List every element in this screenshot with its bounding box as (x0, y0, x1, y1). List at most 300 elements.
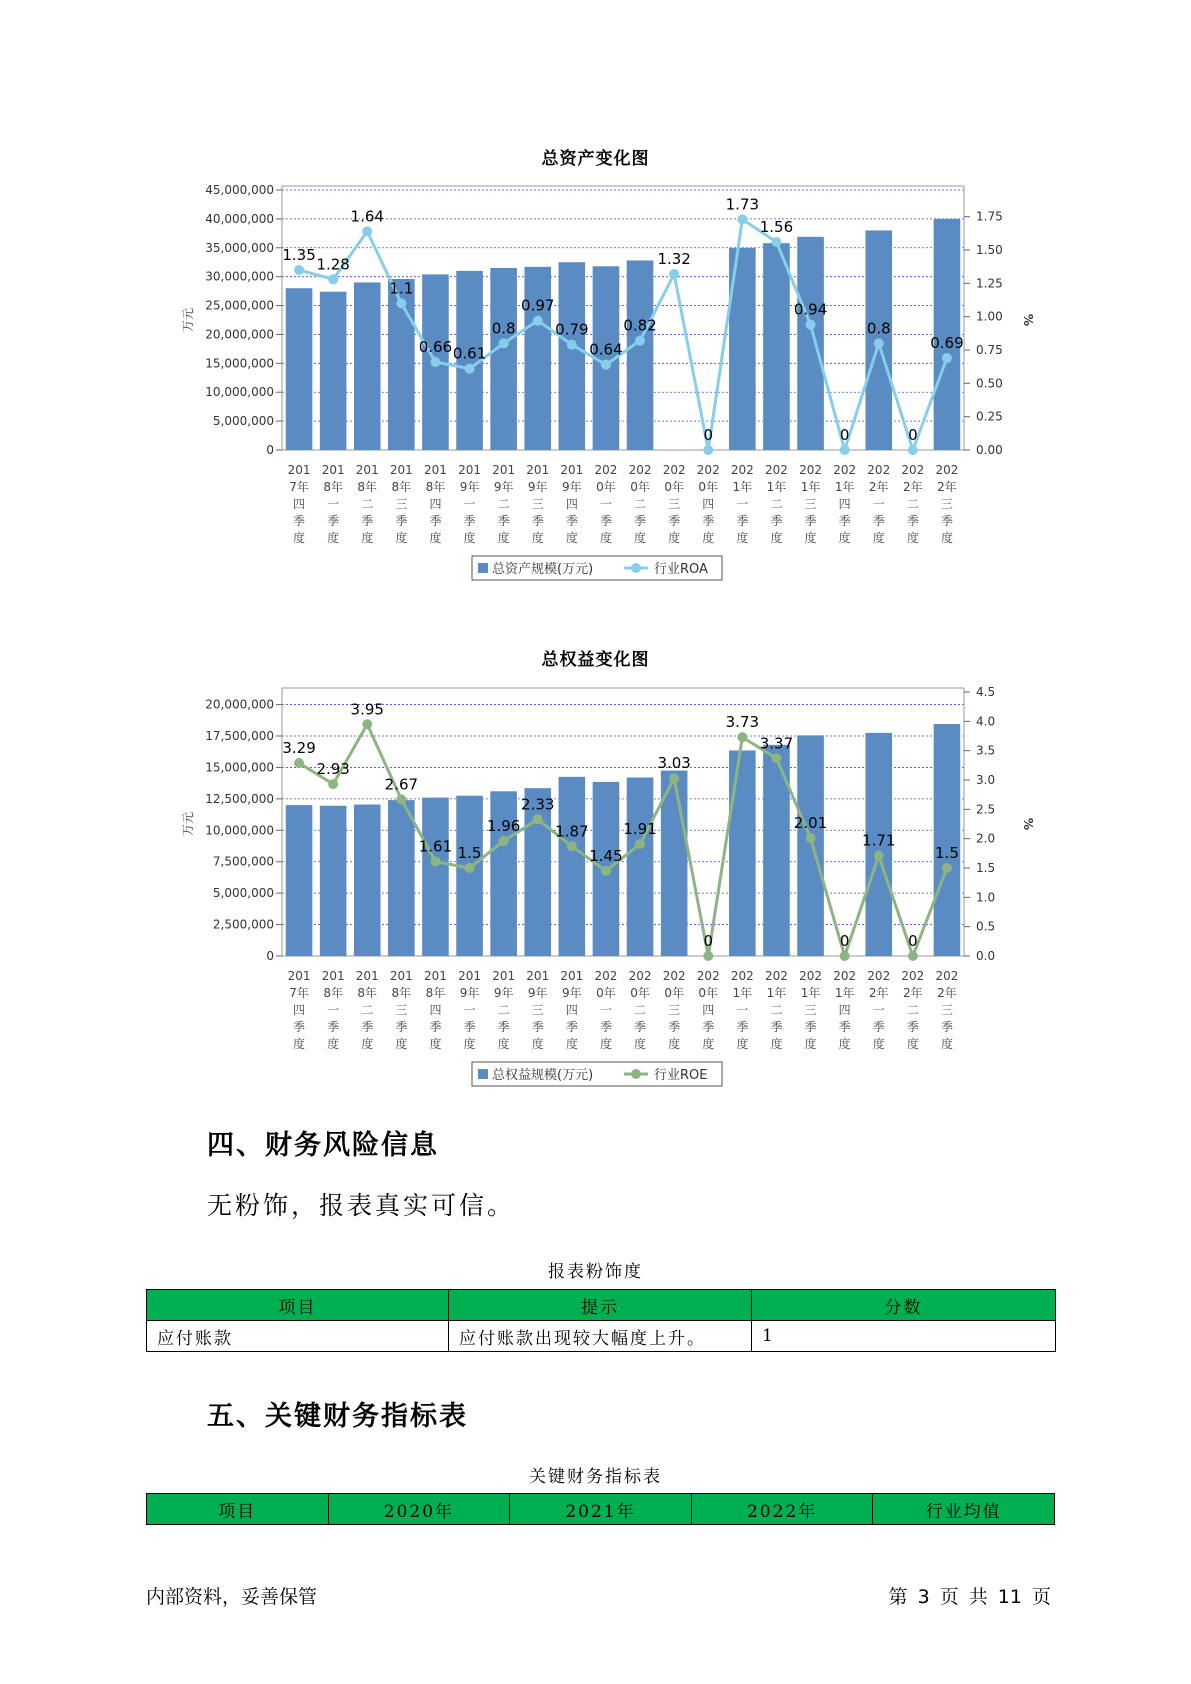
table-header-cell: 提示 (449, 1290, 752, 1321)
line-point (703, 445, 713, 455)
line-point (396, 298, 406, 308)
x-tick-label: 2年 (937, 480, 957, 494)
line-point (942, 863, 952, 873)
legend-line-label: 行业ROE (654, 1068, 708, 1083)
x-tick-label: 季 (906, 514, 919, 528)
data-label: 2.01 (793, 814, 828, 833)
bar (286, 805, 313, 956)
bar (763, 243, 790, 450)
x-tick-label: 201 (526, 969, 550, 983)
table-header-cell: 2021年 (510, 1494, 692, 1525)
x-tick-label: 202 (799, 969, 823, 983)
y-axis-label: 万元 (181, 811, 195, 837)
x-tick-label: 202 (799, 463, 823, 477)
x-tick-label: 一 (463, 497, 476, 511)
x-tick-label: 9年 (527, 986, 548, 1000)
x-tick-label: 季 (668, 1020, 681, 1034)
data-label: 1.56 (759, 218, 794, 236)
y2-axis-label: % (1021, 313, 1035, 327)
data-label: 0 (839, 426, 850, 444)
bar (490, 268, 517, 450)
data-label: 1.61 (418, 837, 453, 856)
x-tick-label: 二 (906, 497, 919, 511)
x-tick-label: 0年 (596, 986, 616, 1000)
legend-line-marker (631, 1069, 641, 1079)
bar (729, 750, 756, 956)
x-tick-label: 季 (838, 514, 851, 528)
data-label: 1.5 (935, 844, 959, 862)
x-tick-label: 8年 (425, 986, 446, 1000)
x-tick-label: 度 (634, 531, 647, 545)
x-tick-label: 季 (770, 514, 783, 528)
table-header-row (147, 1494, 1055, 1525)
x-tick-label: 季 (736, 1020, 749, 1034)
x-tick-label: 度 (531, 531, 544, 545)
x-tick-label: 202 (901, 463, 925, 477)
x-tick-label: 二 (906, 1003, 919, 1017)
y2-tick-label: 0.00 (976, 443, 1003, 457)
y-tick-label: 25,000,000 (205, 298, 274, 313)
y-tick-label: 5,000,000 (212, 886, 274, 901)
x-tick-label: 四 (429, 497, 442, 511)
line-point (840, 951, 850, 961)
data-label: 0 (703, 426, 714, 444)
x-tick-label: 季 (463, 1020, 476, 1034)
y-tick-label: 30,000,000 (205, 269, 274, 284)
line-point (942, 353, 952, 363)
x-tick-label: 8年 (357, 986, 378, 1000)
y-tick-label: 40,000,000 (205, 211, 274, 226)
x-tick-label: 1年 (834, 480, 855, 494)
x-tick-label: 度 (497, 531, 510, 545)
bar (934, 724, 961, 956)
y-tick-label: 20,000,000 (205, 697, 274, 712)
x-tick-label: 度 (429, 531, 442, 545)
bar (354, 805, 381, 956)
x-tick-label: 四 (565, 1003, 578, 1017)
x-tick-label: 201 (389, 969, 413, 983)
legend-bar-swatch (478, 563, 488, 573)
x-tick-label: 季 (565, 1020, 578, 1034)
x-tick-label: 201 (526, 463, 550, 477)
x-tick-label: 四 (838, 1003, 851, 1017)
line-point (601, 866, 611, 876)
x-tick-label: 202 (696, 969, 720, 983)
x-tick-label: 三 (804, 497, 817, 511)
x-tick-label: 二 (770, 497, 783, 511)
x-tick-label: 二 (497, 1003, 510, 1017)
x-tick-label: 202 (730, 969, 754, 983)
x-tick-label: 201 (389, 463, 413, 477)
x-tick-label: 一 (599, 497, 612, 511)
y2-tick-label: 1.75 (976, 209, 1003, 224)
y-tick-label: 5,000,000 (212, 414, 274, 429)
x-tick-label: 季 (804, 1020, 817, 1034)
x-tick-label: 8年 (425, 480, 446, 494)
data-label: 1.32 (657, 250, 691, 268)
x-tick-label: 度 (702, 1037, 715, 1051)
risk-summary-text: 无粉饰，报表真实可信。 (207, 1191, 516, 1220)
bar (627, 260, 654, 450)
table-header-row (147, 1290, 1056, 1321)
y-axis-label: 万元 (181, 307, 195, 333)
x-tick-label: 三 (395, 497, 408, 511)
x-tick-label: 季 (872, 1020, 885, 1034)
x-tick-label: 0年 (596, 480, 616, 494)
x-tick-label: 季 (702, 514, 715, 528)
x-tick-label: 度 (906, 1037, 919, 1051)
x-tick-label: 0年 (630, 480, 650, 494)
x-tick-label: 1年 (800, 986, 821, 1000)
x-tick-label: 季 (565, 514, 578, 528)
line-point (533, 316, 543, 326)
y-tick-label: 10,000,000 (205, 385, 274, 400)
bar (456, 796, 483, 956)
line-point (771, 753, 781, 763)
x-tick-label: 1年 (732, 986, 753, 1000)
line-point (806, 833, 816, 843)
x-tick-label: 度 (463, 1037, 476, 1051)
line-point (771, 237, 781, 247)
chart-title-total-assets: 总资产变化图 (541, 149, 650, 169)
x-tick-label: 201 (423, 463, 447, 477)
x-tick-label: 度 (429, 1037, 442, 1051)
x-tick-label: 季 (497, 1020, 510, 1034)
x-tick-label: 0年 (698, 986, 719, 1000)
bar (797, 735, 824, 956)
data-label: 3.03 (657, 754, 691, 773)
x-tick-label: 度 (361, 531, 374, 545)
chart-title-total-equity: 总权益变化图 (541, 650, 650, 670)
data-label: 0 (908, 426, 918, 444)
x-tick-label: 季 (293, 514, 306, 528)
data-label: 0.66 (418, 338, 453, 356)
x-tick-label: 三 (531, 1003, 544, 1017)
y2-tick-label: 1.0 (976, 890, 996, 905)
key-indicators-table (146, 1493, 1055, 1525)
bar (422, 798, 449, 956)
table-caption-whitewash: 报表粉饰度 (548, 1262, 643, 1282)
legend-line-label: 行业ROA (654, 562, 708, 577)
section-heading-key-indicators: 五、关键财务指标表 (207, 1401, 468, 1432)
x-tick-label: 度 (293, 1037, 306, 1051)
x-tick-label: 202 (696, 463, 720, 477)
x-tick-label: 9年 (459, 480, 480, 494)
legend-bar-label: 总资产规模(万元) (492, 562, 594, 577)
line-point (294, 758, 304, 768)
x-tick-label: 季 (497, 514, 510, 528)
x-tick-label: 季 (940, 514, 953, 528)
data-label: 1.71 (862, 831, 896, 850)
y2-tick-label: 0.50 (976, 376, 1003, 391)
data-label: 1.91 (623, 819, 657, 838)
data-label: 1.73 (725, 195, 760, 214)
x-tick-label: 季 (531, 1020, 544, 1034)
line-point (328, 779, 338, 789)
bar (320, 806, 347, 956)
data-label: 1.28 (316, 255, 350, 274)
x-tick-label: 1年 (800, 480, 821, 494)
x-tick-label: 季 (395, 514, 408, 528)
total-assets-chart (0, 170, 1191, 590)
x-tick-label: 度 (872, 531, 885, 545)
footer-page-number: 第 3 页 共 11 页 (888, 1586, 1051, 1608)
x-tick-label: 季 (429, 1020, 442, 1034)
x-tick-label: 季 (906, 1020, 919, 1034)
x-tick-label: 度 (770, 1037, 783, 1051)
y-tick-label: 20,000,000 (205, 327, 274, 342)
x-tick-label: 度 (565, 531, 578, 545)
x-tick-label: 202 (935, 969, 959, 983)
y-tick-label: 2,500,000 (212, 917, 274, 932)
x-tick-label: 9年 (459, 986, 480, 1000)
table-header-cell: 项目 (147, 1290, 449, 1321)
total-equity-chart (0, 672, 1191, 1092)
x-tick-label: 季 (702, 1020, 715, 1034)
x-tick-label: 一 (736, 497, 749, 511)
x-tick-label: 二 (497, 497, 510, 511)
y-tick-label: 10,000,000 (205, 823, 274, 838)
y2-tick-label: 3.5 (976, 743, 996, 758)
x-tick-label: 202 (594, 463, 618, 477)
x-tick-label: 2年 (937, 986, 957, 1000)
x-tick-label: 201 (321, 463, 345, 477)
y-tick-label: 0 (266, 949, 274, 963)
data-label: 3.73 (725, 713, 760, 732)
line-point (737, 214, 747, 224)
table-row (147, 1321, 1056, 1352)
x-tick-label: 季 (327, 514, 340, 528)
x-tick-label: 201 (321, 969, 345, 983)
line-point (567, 841, 577, 851)
table-header-cell: 2022年 (691, 1494, 873, 1525)
x-tick-label: 度 (736, 1037, 749, 1051)
line-point (635, 839, 645, 849)
x-tick-label: 二 (361, 1003, 374, 1017)
line-point (396, 794, 406, 804)
x-tick-label: 季 (872, 514, 885, 528)
x-tick-label: 三 (940, 1003, 953, 1017)
x-tick-label: 四 (429, 1003, 442, 1017)
line-point (908, 445, 918, 455)
legend-line-marker (631, 563, 641, 573)
x-tick-label: 度 (599, 1037, 612, 1051)
x-tick-label: 二 (770, 1003, 783, 1017)
bar (524, 267, 551, 450)
x-tick-label: 202 (833, 463, 857, 477)
x-tick-label: 季 (599, 1020, 612, 1034)
x-tick-label: 0年 (698, 480, 719, 494)
data-label: 0 (908, 932, 918, 950)
data-label: 0.82 (623, 316, 657, 335)
x-tick-label: 四 (293, 497, 306, 511)
x-tick-label: 一 (872, 497, 885, 511)
y2-tick-label: 1.50 (976, 243, 1003, 257)
x-tick-label: 度 (838, 531, 851, 545)
x-tick-label: 202 (935, 463, 959, 477)
x-tick-label: 四 (838, 497, 851, 511)
x-tick-label: 202 (628, 463, 652, 477)
x-tick-label: 7年 (289, 986, 309, 1000)
x-tick-label: 0年 (664, 986, 684, 1000)
x-tick-label: 度 (634, 1037, 647, 1051)
line-point (840, 445, 850, 455)
x-tick-label: 9年 (527, 480, 548, 494)
x-tick-label: 201 (560, 463, 584, 477)
x-tick-label: 四 (565, 497, 578, 511)
x-tick-label: 季 (940, 1020, 953, 1034)
x-tick-label: 201 (423, 969, 447, 983)
x-tick-label: 度 (395, 1037, 408, 1051)
footer-confidential-note: 内部资料，妥善保管 (146, 1586, 318, 1608)
x-tick-label: 三 (668, 1003, 681, 1017)
y2-tick-label: 0.75 (976, 343, 1003, 357)
x-tick-label: 201 (560, 969, 584, 983)
x-tick-label: 1年 (732, 480, 753, 494)
x-tick-label: 7年 (289, 480, 309, 494)
x-tick-label: 8年 (323, 986, 343, 1000)
x-tick-label: 202 (594, 969, 618, 983)
x-tick-label: 一 (327, 497, 340, 511)
line-point (533, 814, 543, 824)
x-tick-label: 度 (804, 531, 817, 545)
x-tick-label: 二 (634, 1003, 647, 1017)
table-cell: 应付账款出现较大幅度上升。 (449, 1321, 752, 1352)
line-point (567, 340, 577, 350)
data-label: 2.67 (384, 775, 419, 794)
y2-tick-label: 0.0 (976, 949, 996, 963)
x-tick-label: 季 (293, 1020, 306, 1034)
x-tick-label: 1年 (766, 480, 787, 494)
line-point (874, 338, 884, 348)
x-tick-label: 季 (634, 514, 647, 528)
x-tick-label: 202 (901, 969, 925, 983)
table-cell: 1 (752, 1321, 1056, 1352)
x-tick-label: 季 (634, 1020, 647, 1034)
data-label: 0 (703, 932, 714, 950)
bar (627, 777, 654, 956)
y-tick-label: 35,000,000 (205, 240, 274, 255)
x-tick-label: 度 (599, 531, 612, 545)
data-label: 0.94 (793, 300, 828, 319)
data-label: 1.35 (282, 246, 316, 264)
bar (286, 288, 313, 450)
x-tick-label: 季 (531, 514, 544, 528)
x-tick-label: 8年 (391, 986, 412, 1000)
x-tick-label: 度 (565, 1037, 578, 1051)
data-label: 0.69 (930, 334, 964, 352)
x-tick-label: 8年 (323, 480, 343, 494)
line-point (669, 773, 679, 783)
data-label: 1.45 (589, 846, 623, 865)
x-tick-label: 三 (804, 1003, 817, 1017)
x-tick-label: 一 (736, 1003, 749, 1017)
x-tick-label: 度 (668, 1037, 681, 1051)
y-tick-label: 12,500,000 (205, 791, 274, 806)
x-tick-label: 度 (940, 1037, 953, 1051)
whitewash-table (146, 1289, 1056, 1352)
x-tick-label: 2年 (903, 480, 923, 494)
x-tick-label: 季 (599, 514, 612, 528)
line-point (601, 360, 611, 370)
x-tick-label: 一 (599, 1003, 612, 1017)
x-tick-label: 201 (355, 969, 379, 983)
x-tick-label: 202 (764, 969, 788, 983)
bar (797, 237, 824, 450)
x-tick-label: 度 (327, 1037, 340, 1051)
line-point (430, 357, 440, 367)
x-tick-label: 度 (940, 531, 953, 545)
x-tick-label: 四 (702, 497, 715, 511)
x-tick-label: 度 (804, 1037, 817, 1051)
line-point (465, 863, 475, 873)
bar (320, 292, 347, 450)
x-tick-label: 季 (327, 1020, 340, 1034)
y2-tick-label: 4.0 (976, 714, 996, 729)
x-tick-label: 201 (492, 969, 516, 983)
data-label: 1.1 (389, 279, 414, 298)
line-point (294, 265, 304, 275)
line-point (465, 364, 475, 374)
line-point (908, 951, 918, 961)
x-tick-label: 度 (736, 531, 749, 545)
x-tick-label: 度 (395, 531, 408, 545)
x-tick-label: 一 (872, 1003, 885, 1017)
x-tick-label: 季 (429, 514, 442, 528)
y2-tick-label: 2.5 (976, 802, 996, 817)
data-label: 3.29 (282, 738, 316, 757)
x-tick-label: 0年 (630, 986, 650, 1000)
data-label: 0.61 (452, 344, 487, 363)
line-point (635, 336, 645, 346)
x-tick-label: 三 (940, 497, 953, 511)
data-label: 0.8 (866, 319, 891, 338)
x-tick-label: 季 (838, 1020, 851, 1034)
y-tick-label: 17,500,000 (205, 729, 274, 743)
legend-bar-label: 总权益规模(万元) (492, 1068, 594, 1083)
y2-tick-label: 2.0 (976, 831, 996, 846)
table-header-cell: 项目 (147, 1494, 329, 1525)
x-tick-label: 9年 (562, 986, 582, 1000)
y-tick-label: 0 (266, 443, 274, 457)
x-tick-label: 202 (628, 969, 652, 983)
x-tick-label: 四 (702, 1003, 715, 1017)
legend-bar-swatch (478, 1069, 488, 1079)
x-tick-label: 1年 (766, 986, 787, 1000)
x-tick-label: 季 (463, 514, 476, 528)
data-label: 1.96 (486, 817, 521, 836)
y2-axis-label: % (1021, 817, 1035, 831)
x-tick-label: 202 (730, 463, 754, 477)
x-tick-label: 201 (458, 463, 482, 477)
x-tick-label: 二 (634, 497, 647, 511)
x-tick-label: 202 (662, 969, 686, 983)
x-tick-label: 二 (361, 497, 374, 511)
x-tick-label: 8年 (357, 480, 378, 494)
line-point (328, 274, 338, 284)
x-tick-label: 度 (531, 1037, 544, 1051)
x-tick-label: 度 (327, 531, 340, 545)
x-tick-label: 9年 (562, 480, 582, 494)
line-point (874, 851, 884, 861)
x-tick-label: 季 (736, 514, 749, 528)
x-tick-label: 四 (293, 1003, 306, 1017)
bar (559, 777, 586, 956)
y-tick-label: 15,000,000 (205, 356, 274, 371)
line-point (669, 269, 679, 279)
x-tick-label: 一 (463, 1003, 476, 1017)
x-tick-label: 202 (867, 969, 891, 983)
